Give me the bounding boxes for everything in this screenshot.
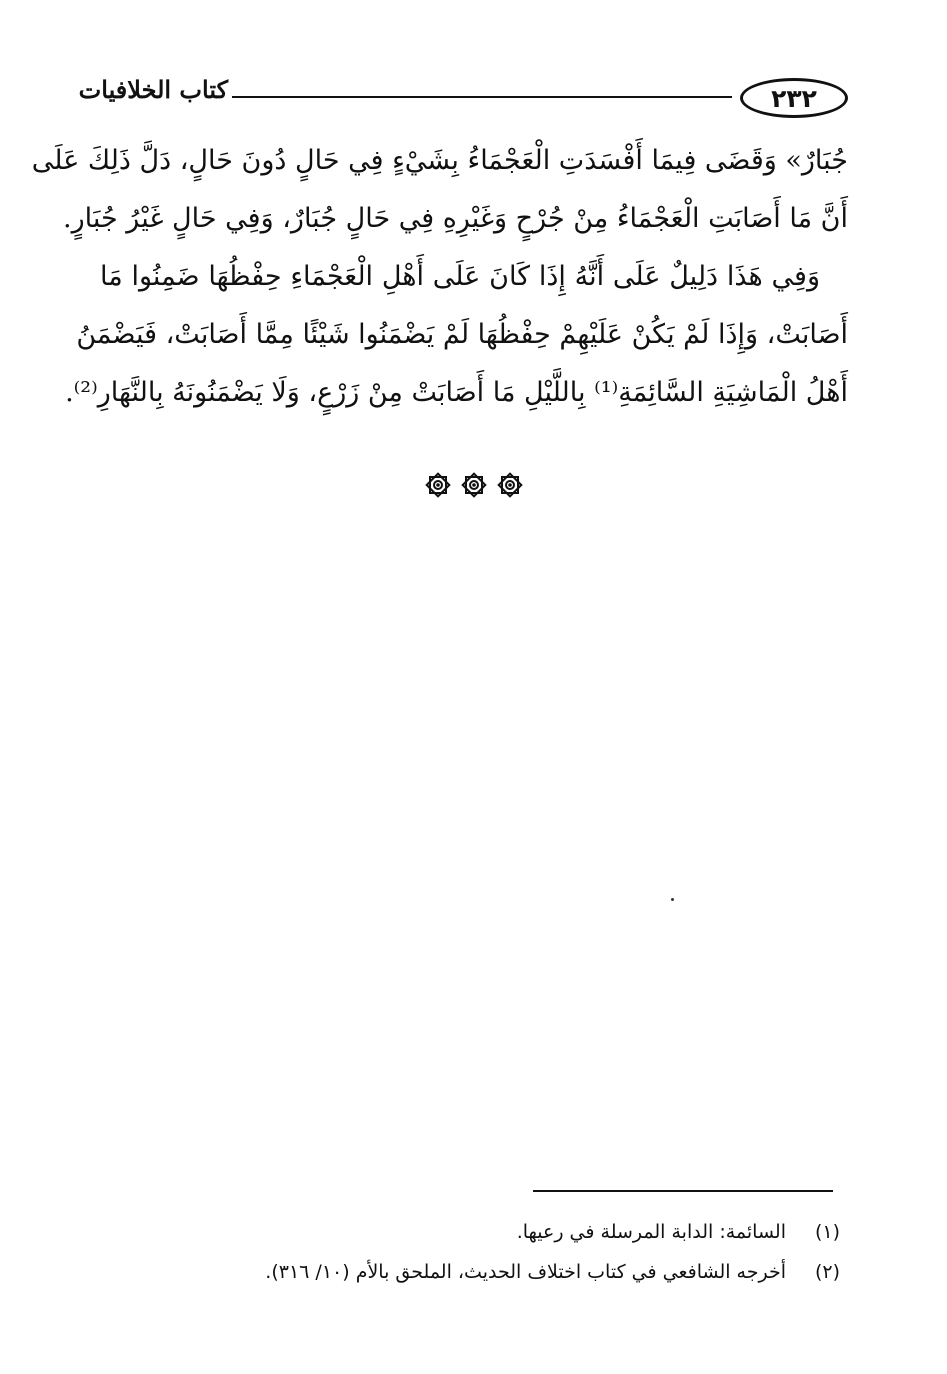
floral-ornament-icon <box>423 470 453 500</box>
book-title: كتاب الخلافيات <box>78 75 228 104</box>
header-rule <box>232 96 732 98</box>
text-line: أَهْلُ الْمَاشِيَةِ السَّائِمَةِ⁽¹⁾ بِاللَّيْلِ مَا أَصَابَتْ مِنْ زَرْعٍ، وَلَا يَضْمَنُونَهُ بِالنَّهَارِ⁽²⁾. <box>65 377 848 408</box>
text-line: أَصَابَتْ، وَإِذَا لَمْ يَكُنْ عَلَيْهِمْ حِفْظُهَا لَمْ يَضْمَنُوا شَيْئًا مِمَّا أَصَابَتْ، فَيَضْمَنُ <box>76 319 848 350</box>
floral-ornament-icon <box>459 470 489 500</box>
footnote-text: أخرجه الشافعي في كتاب اختلاف الحديث، الملحق بالأم (١٠/ ٣١٦). <box>265 1261 786 1283</box>
paragraph-2 <box>65 248 848 422</box>
floral-ornament-icon <box>495 470 525 500</box>
text-line: جُبَارٌ» وَقَضَى فِيمَا أَفْسَدَتِ الْعَجْمَاءُ بِشَيْءٍ فِي حَالٍ دُونَ حَالٍ، دَلَّ ذَلِكَ عَلَى <box>31 145 848 176</box>
page-number: ٢٣٢ <box>771 83 817 113</box>
footnotes <box>100 1212 840 1292</box>
footnote-text: السائمة: الدابة المرسلة في رعيها. <box>516 1221 786 1243</box>
text-line: أَنَّ مَا أَصَابَتِ الْعَجْمَاءُ مِنْ جُرْحٍ وَغَيْرِهِ فِي حَالٍ جُبَارٌ، وَفِي حَالٍ غَيْرُ جُبَارٍ. <box>63 203 848 234</box>
footnote-separator <box>533 1190 833 1192</box>
footnote-number: (٢) <box>814 1261 840 1283</box>
section-end-ornaments <box>0 470 947 500</box>
page-header <box>78 72 848 126</box>
footnote-1 <box>100 1212 840 1252</box>
print-speck <box>671 898 674 901</box>
footnote-number: (١) <box>814 1221 840 1243</box>
paragraph-1 <box>31 132 848 248</box>
main-text <box>31 132 848 422</box>
footnote-2 <box>100 1252 840 1292</box>
page-number-frame <box>740 78 848 118</box>
text-line: وَفِي هَذَا دَلِيلٌ عَلَى أَنَّهُ إِذَا كَانَ عَلَى أَهْلِ الْعَجْمَاءِ حِفْظُهَا ضَمِنُوا مَا <box>100 261 820 292</box>
